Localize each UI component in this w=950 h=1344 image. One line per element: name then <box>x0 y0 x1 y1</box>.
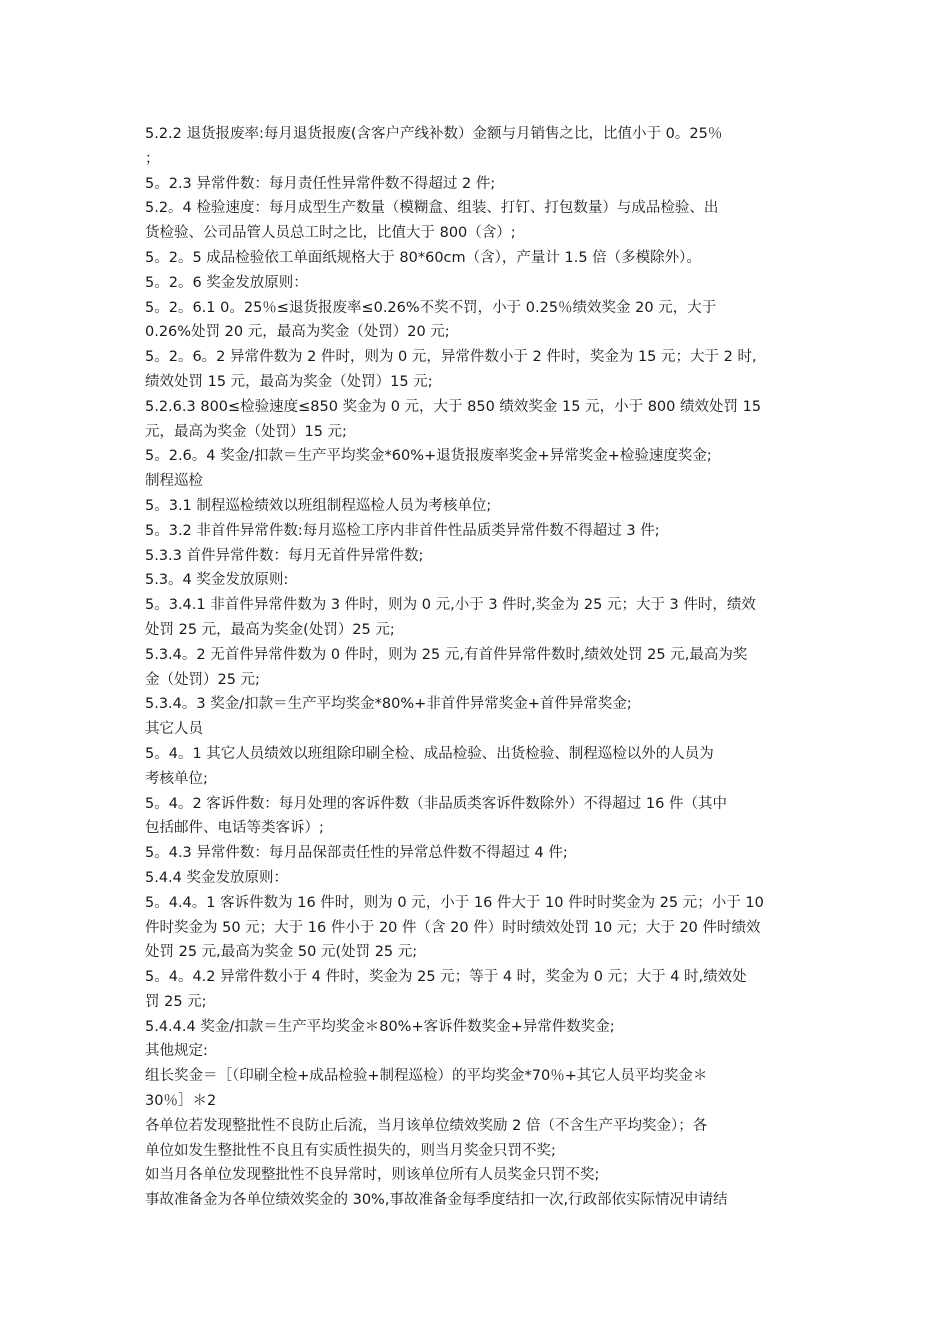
text-line: 5。3.2 非首件异常件数:每月巡检工序内非首件性品质类异常件数不得超过 3 件; <box>145 522 660 539</box>
document-body <box>145 122 815 1213</box>
text-line: 组长奖金＝［（印刷全检+成品检验+制程巡检）的平均奖金*70％+其它人员平均奖金＊ <box>145 1068 708 1085</box>
text-line: 5。2。5 成品检验依工单面纸规格大于 80*60cm（含），产量计 1.5 倍（多模除外）。 <box>145 249 701 266</box>
text-line: 5.2.2 退货报废率:每月退货报废(含客户产线补数）金额与月销售之比，比值小于 0。25％ <box>145 126 723 142</box>
text-line: 绩效处罚 15 元，最高为奖金（处罚）15 元; <box>145 373 433 390</box>
text-line: 元，最高为奖金（处罚）15 元; <box>145 423 347 440</box>
text-line: 5。2.6。4 奖金/扣款＝生产平均奖金*60%+退货报废率奖金+异常奖金+检验速度奖金; <box>145 448 712 465</box>
text-line: 各单位若发现整批性不良防止后流，当月该单位绩效奖励 2 倍（不含生产平均奖金）；各 <box>145 1117 708 1134</box>
text-line: 考核单位; <box>145 770 208 787</box>
text-line: 5。4。2 客诉件数：每月处理的客诉件数（非品质类客诉件数除外）不得超过 16 件（其中 <box>145 795 727 812</box>
text-line: 单位如发生整批性不良且有实质性损失的，则当月奖金只罚不奖; <box>145 1142 556 1159</box>
text-line: 罚 25 元; <box>145 993 207 1010</box>
text-line: 件时奖金为 50 元；大于 16 件小于 20 件（含 20 件）时时绩效处罚 10 元；大于 20 件时绩效 <box>145 919 761 936</box>
text-line: 5。2。6.1 0。25％≤退货报废率≤0.26%不奖不罚，小于 0.25％绩效奖金 20 元，大于 <box>145 299 717 316</box>
text-line: 5.3.4。2 无首件异常件数为 0 件时，则为 25 元,有首件异常件数时,绩效处罚 25 元,最高为奖 <box>145 646 748 663</box>
text-line: 包括邮件、电话等类客诉）; <box>145 820 324 837</box>
text-line: 5.2。4 检验速度：每月成型生产数量（模糊盒、组装、打钉、打包数量）与成品检验、出 <box>145 200 719 217</box>
text-line: 货检验、公司品管人员总工时之比，比值大于 800（含）; <box>145 225 516 242</box>
text-line: 5.3。4 奖金发放原则: <box>145 572 289 589</box>
text-line: 金（处罚）25 元; <box>145 671 260 688</box>
text-line: 5。4.4。1 客诉件数为 16 件时，则为 0 元，小于 16 件大于 10 件时时奖金为 25 元；小于 10 <box>145 894 764 911</box>
text-line: 5.4.4 奖金发放原则： <box>145 869 289 886</box>
text-line: 5.3.4。3 奖金/扣款＝生产平均奖金*80%+非首件异常奖金+首件异常奖金; <box>145 696 632 713</box>
text-line: 5。4。4.2 异常件数小于 4 件时，奖金为 25 元；等于 4 时，奖金为 0 元；大于 4 时,绩效处 <box>145 969 747 986</box>
text-line: 5。2。6。2 异常件数为 2 件时，则为 0 元，异常件数小于 2 件时，奖金为 15 元；大于 2 时, <box>145 349 757 366</box>
text-line: 5。4。1 其它人员绩效以班组除印刷全检、成品检验、出货检验、制程巡检以外的人员为 <box>145 745 714 762</box>
text-line: ； <box>145 150 160 167</box>
text-line: 5。2。6 奖金发放原则： <box>145 274 308 291</box>
text-line: 5。2.3 异常件数：每月责任性异常件数不得超过 2 件; <box>145 175 496 192</box>
text-line: 0.26%处罚 20 元，最高为奖金（处罚）20 元; <box>145 324 450 341</box>
text-line: 制程巡检 <box>145 473 203 490</box>
text-line: 5。4.3 异常件数：每月品保部责任性的异常总件数不得超过 4 件; <box>145 845 568 862</box>
text-line: 30％］＊2 <box>145 1093 217 1110</box>
text-line: 处罚 25 元，最高为奖金(处罚）25 元; <box>145 621 395 638</box>
text-line: 事故准备金为各单位绩效奖金的 30%,事故准备金每季度结扣一次,行政部依实际情况申请结 <box>145 1192 728 1209</box>
text-line: 5.3.3 首件异常件数：每月无首件异常件数; <box>145 547 424 564</box>
text-line: 5.4.4.4 奖金/扣款＝生产平均奖金＊80%+客诉件数奖金+异常件数奖金; <box>145 1018 615 1035</box>
text-line: 5。3.4.1 非首件异常件数为 3 件时，则为 0 元,小于 3 件时,奖金为 25 元；大于 3 件时，绩效 <box>145 597 756 614</box>
text-line: 其他规定: <box>145 1043 208 1060</box>
text-line: 5.2.6.3 800≤检验速度≤850 奖金为 0 元，大于 850 绩效奖金 15 元，小于 800 绩效处罚 15 <box>145 398 762 415</box>
text-line: 处罚 25 元,最高为奖金 50 元(处罚 25 元; <box>145 944 418 961</box>
text-line: 5。3.1 制程巡检绩效以班组制程巡检人员为考核单位; <box>145 497 492 514</box>
text-line: 其它人员 <box>145 721 203 738</box>
text-line: 如当月各单位发现整批性不良异常时，则该单位所有人员奖金只罚不奖; <box>145 1167 600 1184</box>
